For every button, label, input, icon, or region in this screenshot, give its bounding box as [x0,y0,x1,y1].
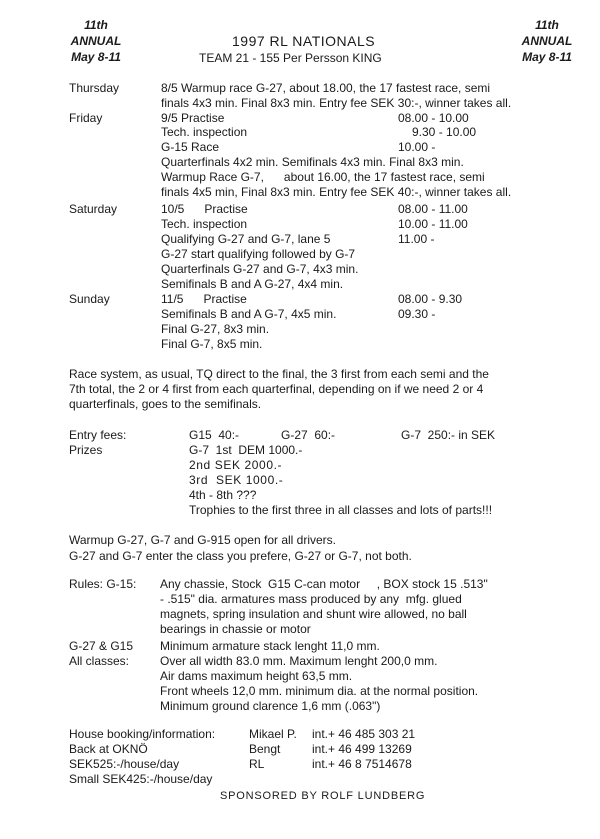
page-subtitle: TEAM 21 - 155 Per Persson KING [199,51,382,65]
schedule-time: 08.00 - 11.00 [398,202,468,216]
day-friday: Friday [69,111,103,125]
rules-label: Rules: G-15: [69,577,137,591]
sponsor-footer: SPONSORED BY ROLF LUNDBERG [220,790,426,802]
contact-name: RL [249,757,265,771]
schedule-line: 8/5 Warmup race G-27, about 18.00, the 17 fastest race, semi [161,81,491,95]
day-thursday: Thursday [69,81,120,95]
schedule-line: Tech. inspection [161,217,248,231]
prize-line: 4th - 8th ??? [189,488,257,502]
race-system-text: Race system, as usual, TQ direct to the final, the 3 first from each semi and the 7th total, the 2 or 4 first from each quarterfinal, depending on if we need 2 or 4 quarterfinals, goes to the semifinals. [69,367,489,411]
schedule-time: 08.00 - 9.30 [398,292,463,306]
schedule-line: 11/5 Practise [161,292,247,306]
edition-left: 11th ANNUAL May 8-11 [70,18,122,64]
warmup-text: Warmup G-27, G-7 and G-915 open for all drivers. G-27 and G-7 enter the class you prefere, G-27 or G-7, not both. [69,533,412,563]
schedule-time: 08.00 - 10.00 [398,111,469,125]
contact-name: Mikael P. [249,727,297,741]
schedule-line: Final G-7, 8x5 min. [161,337,263,351]
contact-name: Bengt [249,742,281,756]
schedule-time: 09.30 - [398,307,436,321]
rules-g27-label: G-27 & G15 [69,639,134,653]
schedule-line: Quarterfinals 4x2 min. Semifinals 4x3 min. Final 8x3 min. [161,155,464,169]
schedule-line: G-27 start qualifying followed by G-7 [161,247,356,261]
contact-phone: int.+ 46 8 7514678 [312,757,412,771]
schedule-line: Tech. inspection [161,125,248,139]
rules-all-text: Over all width 83.0 mm. Maximum lenght 200,0 mm. Air dams maximum height 63,5 mm. Front wheels 12,0 mm. minimum dia. at the normal position. Minimum ground clarence 1,6 mm (.063") [160,654,479,713]
entry-fees-label: Entry fees: [69,428,127,442]
schedule-line: Final G-27, 8x3 min. [161,322,270,336]
fee-g15: G15 40:- [189,428,240,442]
contact-phone: int.+ 46 499 13269 [312,742,412,756]
contact-label: Small SEK425:-/house/day [69,772,213,786]
fee-g7: G-7 250:- in SEK [401,428,496,442]
page-title: 1997 RL NATIONALS [232,33,376,49]
schedule-line: Semifinals B and A G-7, 4x5 min. [161,307,337,321]
schedule-line: Quarterfinals G-27 and G-7, 4x3 min. [161,262,359,276]
schedule-line: Qualifying G-27 and G-7, lane 5 [161,232,331,246]
edition-right: 11th ANNUAL May 8-11 [521,18,573,64]
schedule-time: 11.00 - [398,232,435,246]
schedule-line: 10/5 Practise [161,202,248,216]
rules-g15-text: Any chassie, Stock G15 C-can motor , BOX stock 15 .513" - .515" dia. armatures mass produced by any mfg. glued magnets, spring insulation and shunt wire allowed, no ball bearings in chassie or motor [160,577,488,636]
prize-line: 3rd SEK 1000.- [189,473,284,487]
rules-all-label: All classes: [69,654,130,668]
schedule-line: finals 4x3 min. Final 8x3 min. Entry fee SEK 30:-, winner takes all. [161,96,512,110]
fee-g27: G-27 60:- [281,428,336,442]
schedule-line: Semifinals B and A G-27, 4x4 min. [161,277,344,291]
schedule-time: 10.00 - 11.00 [398,217,468,231]
prize-line: G-7 1st DEM 1000.- [189,443,303,457]
prize-line: Trophies to the first three in all classes and lots of parts!!! [189,503,493,517]
prize-line: 2nd SEK 2000.- [189,458,283,472]
contact-label: Back at OKNÖ [69,742,148,756]
contact-label: SEK525:-/house/day [69,757,180,771]
schedule-time: 10.00 - [398,140,436,154]
contact-label: House booking/information: [69,727,216,741]
schedule-line: 9/5 Practise [161,111,225,125]
schedule-line: G-15 Race [161,140,220,154]
prizes-label: Prizes [69,443,103,457]
schedule-line: Warmup Race G-7, about 16.00, the 17 fastest race, semi [161,170,485,184]
day-saturday: Saturday [69,202,118,216]
day-sunday: Sunday [69,292,110,306]
schedule-time: 9.30 - 10.00 [412,125,477,139]
schedule-line: finals 4x5 min, Final 8x3 min. Entry fee SEK 40:-, winner takes all. [161,185,512,199]
rules-g27-text: Minimum armature stack lenght 11,0 mm. [160,639,380,653]
contact-phone: int.+ 46 485 303 21 [312,727,416,741]
